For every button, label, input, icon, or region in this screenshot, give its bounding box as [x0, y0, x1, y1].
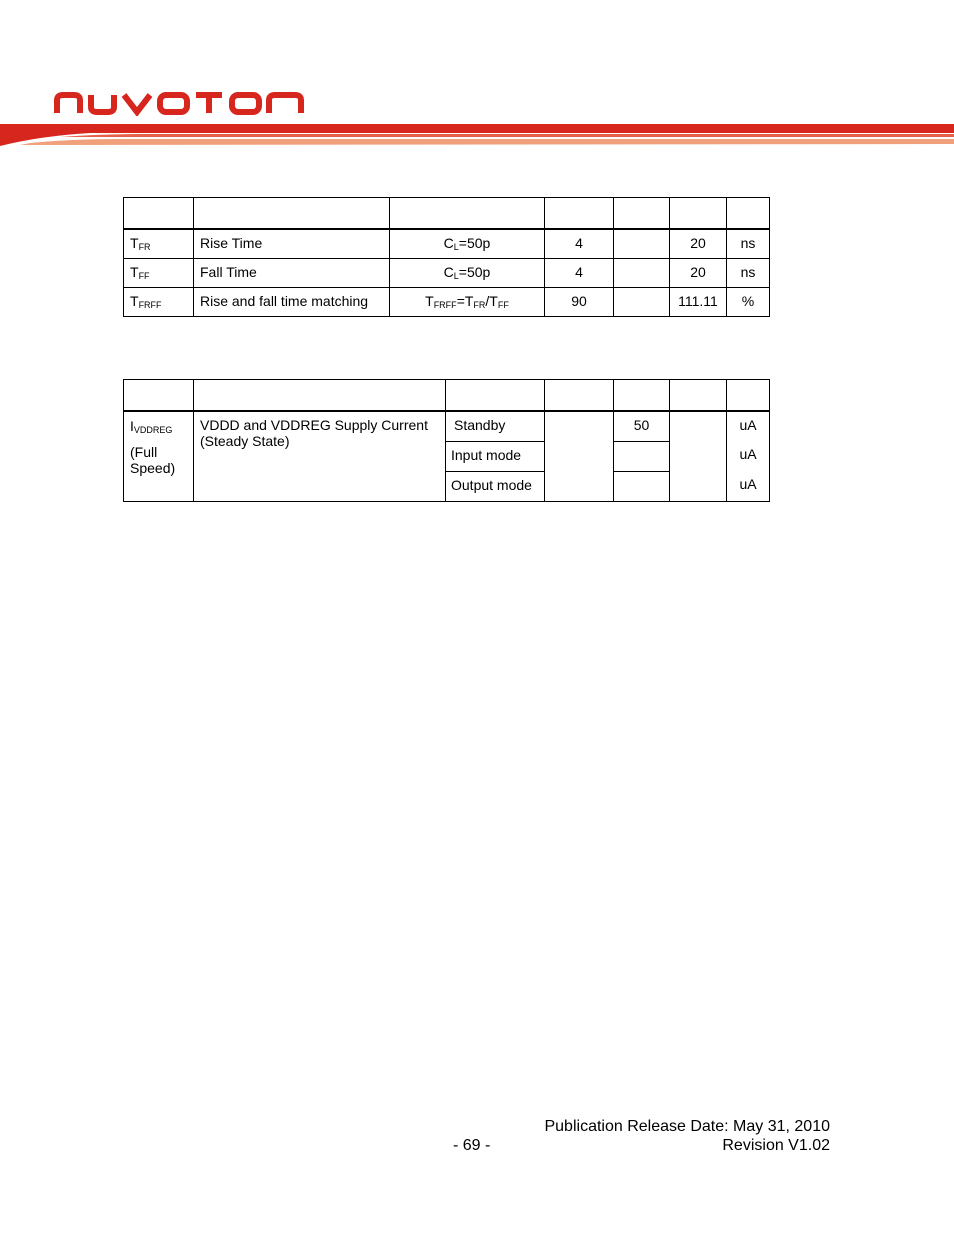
- condition-cell: $C_L=50p$: [390, 229, 545, 258]
- table-row: [124, 229, 770, 258]
- max-cell: 20: [670, 258, 727, 287]
- revision: Revision V1.02: [722, 1137, 830, 1154]
- max-cell: [670, 411, 727, 501]
- unit-cell: %: [727, 287, 770, 316]
- max-cell: 20: [670, 229, 727, 258]
- symbol-note: (Full Speed): [130, 444, 176, 476]
- timing-table: [123, 197, 770, 317]
- typ-cell: 50: [614, 411, 670, 441]
- page-header: [0, 0, 954, 160]
- condition-cell: Standby: [446, 411, 545, 441]
- min-cell: [545, 411, 614, 501]
- table-row: [124, 287, 770, 316]
- unit-cell: uA: [727, 471, 770, 501]
- parameter-cell: Rise and fall time matching: [194, 287, 390, 316]
- parameter-cell: Fall Time: [194, 258, 390, 287]
- header-band: [0, 0, 954, 160]
- table-row: [124, 258, 770, 287]
- symbol-cell: $T_{FF}$: [124, 258, 194, 287]
- unit-cell: ns: [727, 258, 770, 287]
- condition-cell: Input mode: [446, 441, 545, 471]
- condition-cell: $C_L=50p$: [390, 258, 545, 287]
- unit-cell: ns: [727, 229, 770, 258]
- symbol-cell: $I_{VDDREG}$ (Full Speed): [124, 411, 194, 501]
- table-header-row: [124, 198, 770, 230]
- symbol-cell: $T_{FR}$: [124, 229, 194, 258]
- symbol-cell: $T_{FRFF}$: [124, 287, 194, 316]
- typ-cell: [614, 229, 670, 258]
- publication-date: Publication Release Date: May 31, 2010: [544, 1118, 830, 1135]
- parameter-cell: VDDD and VDDREG Supply Current (Steady State): [194, 411, 446, 501]
- brand-name: nuvoton: [54, 88, 58, 89]
- table-header-row: [124, 380, 770, 412]
- page-number: - 69 -: [453, 1137, 491, 1154]
- unit-cell: uA: [727, 441, 770, 471]
- unit-cell: uA: [727, 411, 770, 441]
- typ-cell: [614, 258, 670, 287]
- condition-cell: Output mode: [446, 471, 545, 501]
- condition-cell: $T_{FRFF}=T_{FR}/T_{FF}$: [390, 287, 545, 316]
- min-cell: 90: [545, 287, 614, 316]
- supply-current-table: [123, 379, 770, 502]
- parameter-cell: Rise Time: [194, 229, 390, 258]
- table-row: [124, 411, 770, 441]
- typ-cell: [614, 441, 670, 471]
- min-cell: 4: [545, 229, 614, 258]
- typ-cell: [614, 471, 670, 501]
- max-cell: 111.11: [670, 287, 727, 316]
- typ-cell: [614, 287, 670, 316]
- nuvoton-logo: [54, 88, 308, 116]
- min-cell: 4: [545, 258, 614, 287]
